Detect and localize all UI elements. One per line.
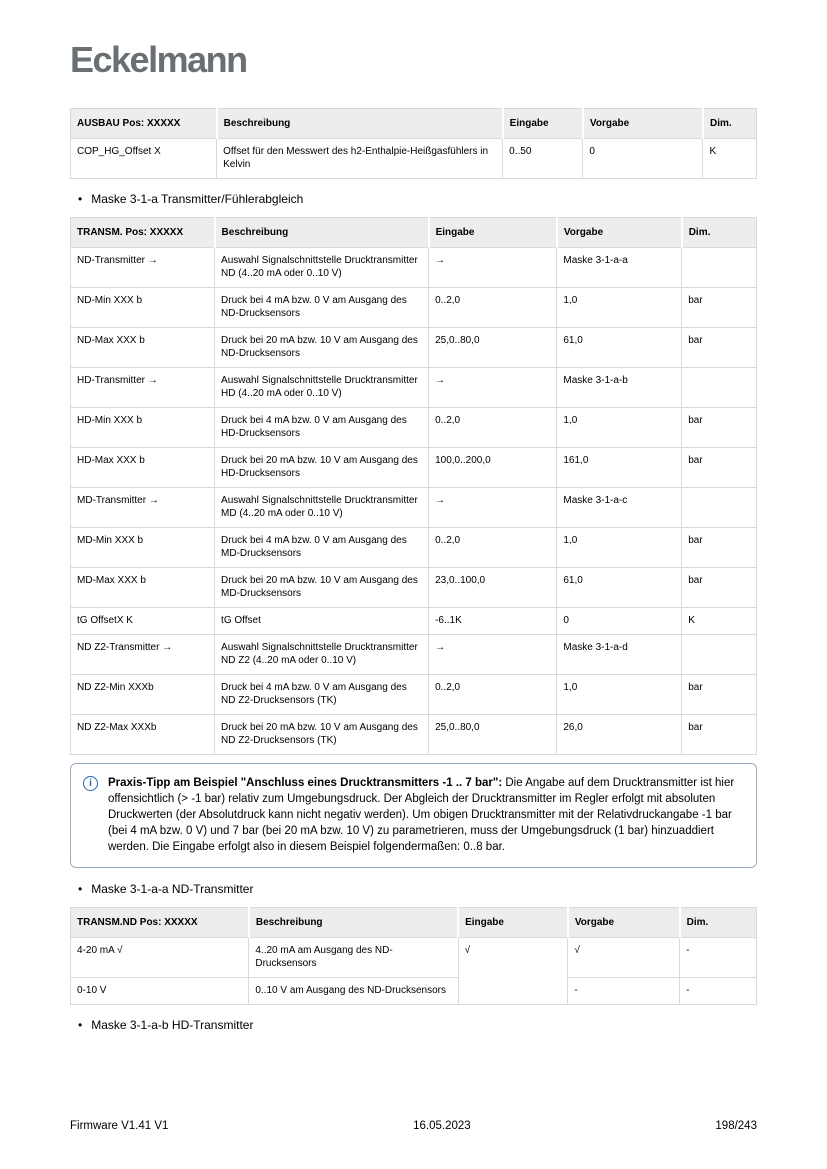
column-header: Eingabe: [503, 109, 583, 139]
table-cell: [682, 488, 757, 528]
column-header: Vorgabe: [568, 908, 680, 938]
bullet-maske-3-1-a-b: [78, 1018, 757, 1032]
table-cell: →: [429, 248, 557, 288]
table-cell: Offset für den Messwert des h2-Enthalpie-Heißgasfühlers in Kelvin: [217, 139, 503, 179]
table-cell: 61,0: [557, 328, 682, 368]
table-cell: →: [429, 635, 557, 675]
table-cell: Druck bei 4 mA bzw. 0 V am Ausgang des MD-Drucksensors: [215, 528, 429, 568]
column-header: Dim.: [680, 908, 757, 938]
table-cell: -: [568, 978, 680, 1005]
table-cell: 0..10 V am Ausgang des ND-Drucksensors: [249, 978, 458, 1005]
info-bold-lead: Praxis-Tipp am Beispiel "Anschluss eines Drucktransmitters -1 .. 7 bar":: [108, 777, 503, 789]
column-header: Eingabe: [429, 218, 557, 248]
bullet-maske-3-1-a: [78, 192, 757, 206]
table-cell: Druck bei 4 mA bzw. 0 V am Ausgang des ND Z2-Drucksensors (TK): [215, 675, 429, 715]
column-header: Dim.: [682, 218, 757, 248]
table-cell: bar: [682, 715, 757, 755]
table-row: [71, 448, 757, 488]
table-cell: bar: [682, 568, 757, 608]
table-cell: -: [680, 978, 757, 1005]
table-cell: MD-Max XXX b: [71, 568, 215, 608]
table-cell: 4..20 mA am Ausgang des ND-Drucksensors: [249, 938, 458, 978]
column-header: Beschreibung: [217, 109, 503, 139]
table-cell: [682, 368, 757, 408]
table-row: [71, 368, 757, 408]
table-cell: 0-10 V: [71, 978, 249, 1005]
table-cell: ND-Transmitter →: [71, 248, 215, 288]
column-header: Beschreibung: [249, 908, 458, 938]
table-cell: 0..2,0: [429, 675, 557, 715]
table-cell: HD-Transmitter →: [71, 368, 215, 408]
table-row: [71, 488, 757, 528]
table-cell: bar: [682, 408, 757, 448]
table-cell: ND Z2-Min XXXb: [71, 675, 215, 715]
table-cell: √: [568, 938, 680, 978]
table-cell: 25,0..80,0: [429, 715, 557, 755]
table-cell: 1,0: [557, 675, 682, 715]
table-cell: 0..2,0: [429, 408, 557, 448]
table-cell: Maske 3-1-a-c: [557, 488, 682, 528]
table-cell: 0..2,0: [429, 288, 557, 328]
table-cell: Druck bei 4 mA bzw. 0 V am Ausgang des HD-Drucksensors: [215, 408, 429, 448]
table-cell: HD-Min XXX b: [71, 408, 215, 448]
column-header: TRANSM.ND Pos: XXXXX: [71, 908, 249, 938]
table-cell: √: [458, 938, 568, 1005]
info-icon: i: [83, 776, 98, 791]
table-cell: 25,0..80,0: [429, 328, 557, 368]
column-header: Vorgabe: [583, 109, 703, 139]
footer-date: 16.05.2023: [413, 1120, 471, 1132]
table-cell: COP_HG_Offset X: [71, 139, 217, 179]
table-cell: K: [703, 139, 757, 179]
table-row: [71, 288, 757, 328]
bullet-label: Maske 3-1-a-a ND-Transmitter: [91, 882, 254, 897]
header-row: [71, 218, 757, 248]
bullet-label: Maske 3-1-a Transmitter/Fühlerabgleich: [91, 192, 304, 206]
table-cell: tG Offset: [215, 608, 429, 635]
table-cell: MD-Min XXX b: [71, 528, 215, 568]
table-cell: 1,0: [557, 528, 682, 568]
table-cell: 1,0: [557, 288, 682, 328]
column-header: Beschreibung: [215, 218, 429, 248]
table-cell: 61,0: [557, 568, 682, 608]
table-cell: ND-Min XXX b: [71, 288, 215, 328]
table-cell: 23,0..100,0: [429, 568, 557, 608]
table-cell: →: [429, 368, 557, 408]
table-cell: Maske 3-1-a-b: [557, 368, 682, 408]
header-row: [71, 109, 757, 139]
table-cell: bar: [682, 448, 757, 488]
footer-firmware-version: Firmware V1.41 V1: [70, 1120, 169, 1132]
table-cell: Druck bei 20 mA bzw. 10 V am Ausgang des ND-Drucksensors: [215, 328, 429, 368]
page-footer: [70, 1120, 757, 1132]
table-cell: 0..2,0: [429, 528, 557, 568]
table-cell: bar: [682, 528, 757, 568]
table-cell: ND Z2-Transmitter →: [71, 635, 215, 675]
table-cell: 0: [583, 139, 703, 179]
table-cell: -6..1K: [429, 608, 557, 635]
table-cell: K: [682, 608, 757, 635]
table-cell: bar: [682, 328, 757, 368]
transm-nd-parameter-table: [70, 907, 757, 1005]
table-cell: Druck bei 20 mA bzw. 10 V am Ausgang des HD-Drucksensors: [215, 448, 429, 488]
header-row: [71, 908, 757, 938]
column-header: TRANSM. Pos: XXXXX: [71, 218, 215, 248]
table-row: [71, 528, 757, 568]
table-cell: [682, 635, 757, 675]
table-cell: Druck bei 4 mA bzw. 0 V am Ausgang des ND-Drucksensors: [215, 288, 429, 328]
table-cell: 0..50: [503, 139, 583, 179]
table-cell: →: [429, 488, 557, 528]
table-cell: Auswahl Signalschnittstelle Drucktransmitter MD (4..20 mA oder 0..10 V): [215, 488, 429, 528]
ausbau-parameter-table: [70, 108, 757, 179]
table-cell: -: [680, 938, 757, 978]
table-cell: 100,0..200,0: [429, 448, 557, 488]
table-cell: Maske 3-1-a-a: [557, 248, 682, 288]
table-cell: ND-Max XXX b: [71, 328, 215, 368]
table-cell: bar: [682, 288, 757, 328]
table-cell: Druck bei 20 mA bzw. 10 V am Ausgang des ND Z2-Drucksensors (TK): [215, 715, 429, 755]
bullet-icon: •: [78, 882, 83, 897]
table-cell: Maske 3-1-a-d: [557, 635, 682, 675]
table-row: [71, 608, 757, 635]
table-row: [71, 408, 757, 448]
table-cell: ND Z2-Max XXXb: [71, 715, 215, 755]
table-cell: 1,0: [557, 408, 682, 448]
transm-parameter-table: [70, 217, 757, 755]
info-text: [108, 775, 742, 855]
table-row: [71, 938, 757, 978]
table-cell: Druck bei 20 mA bzw. 10 V am Ausgang des MD-Drucksensors: [215, 568, 429, 608]
table-row: [71, 139, 757, 179]
bullet-icon: •: [78, 192, 83, 206]
table-cell: 161,0: [557, 448, 682, 488]
eckelmann-logo: Eckelmann: [70, 39, 247, 80]
table-row: [71, 675, 757, 715]
bullet-maske-3-1-a-a: [78, 882, 757, 896]
column-header: Dim.: [703, 109, 757, 139]
table-row: [71, 978, 757, 1005]
table-cell: MD-Transmitter →: [71, 488, 215, 528]
table-row: [71, 715, 757, 755]
table-row: [71, 248, 757, 288]
bullet-icon: •: [78, 1018, 83, 1033]
table-cell: HD-Max XXX b: [71, 448, 215, 488]
column-header: Eingabe: [458, 908, 568, 938]
table-cell: 4-20 mA √: [71, 938, 249, 978]
info-body-text: Die Angabe auf dem Drucktransmitter ist hier offensichtlich (> -1 bar) relativ zum Umgebungsdruck. Der Abgleich der Drucktransmitter im Regler erfolgt mit absoluten Druckwerten (der Absolutdruck kann nicht negativ werden). Um obigen Drucktransmitter mit der Relativdruckangabe -1 bar (bei 4 mA bzw. 0 V) und 7 bar (bei 20 mA bzw. 10 V) zu parametrieren, muss der Umgebungsdruck (1 bar) hinzuaddiert werden. Die Eingabe erfolgt also in diesem Beispiel folgendermaßen: 0..8 bar.: [108, 777, 735, 854]
bullet-label: Maske 3-1-a-b HD-Transmitter: [91, 1018, 254, 1033]
column-header: Vorgabe: [557, 218, 682, 248]
table-cell: Auswahl Signalschnittstelle Drucktransmitter ND (4..20 mA oder 0..10 V): [215, 248, 429, 288]
table-row: [71, 635, 757, 675]
table-cell: Auswahl Signalschnittstelle Drucktransmitter HD (4..20 mA oder 0..10 V): [215, 368, 429, 408]
table-cell: 26,0: [557, 715, 682, 755]
table-cell: [682, 248, 757, 288]
column-header: AUSBAU Pos: XXXXX: [71, 109, 217, 139]
table-row: [71, 568, 757, 608]
praxis-tipp-info-box: [70, 763, 757, 868]
table-cell: tG OffsetX K: [71, 608, 215, 635]
table-cell: bar: [682, 675, 757, 715]
footer-page-number: 198/243: [715, 1120, 757, 1132]
table-cell: Auswahl Signalschnittstelle Drucktransmitter ND Z2 (4..20 mA oder 0..10 V): [215, 635, 429, 675]
table-row: [71, 328, 757, 368]
table-cell: 0: [557, 608, 682, 635]
